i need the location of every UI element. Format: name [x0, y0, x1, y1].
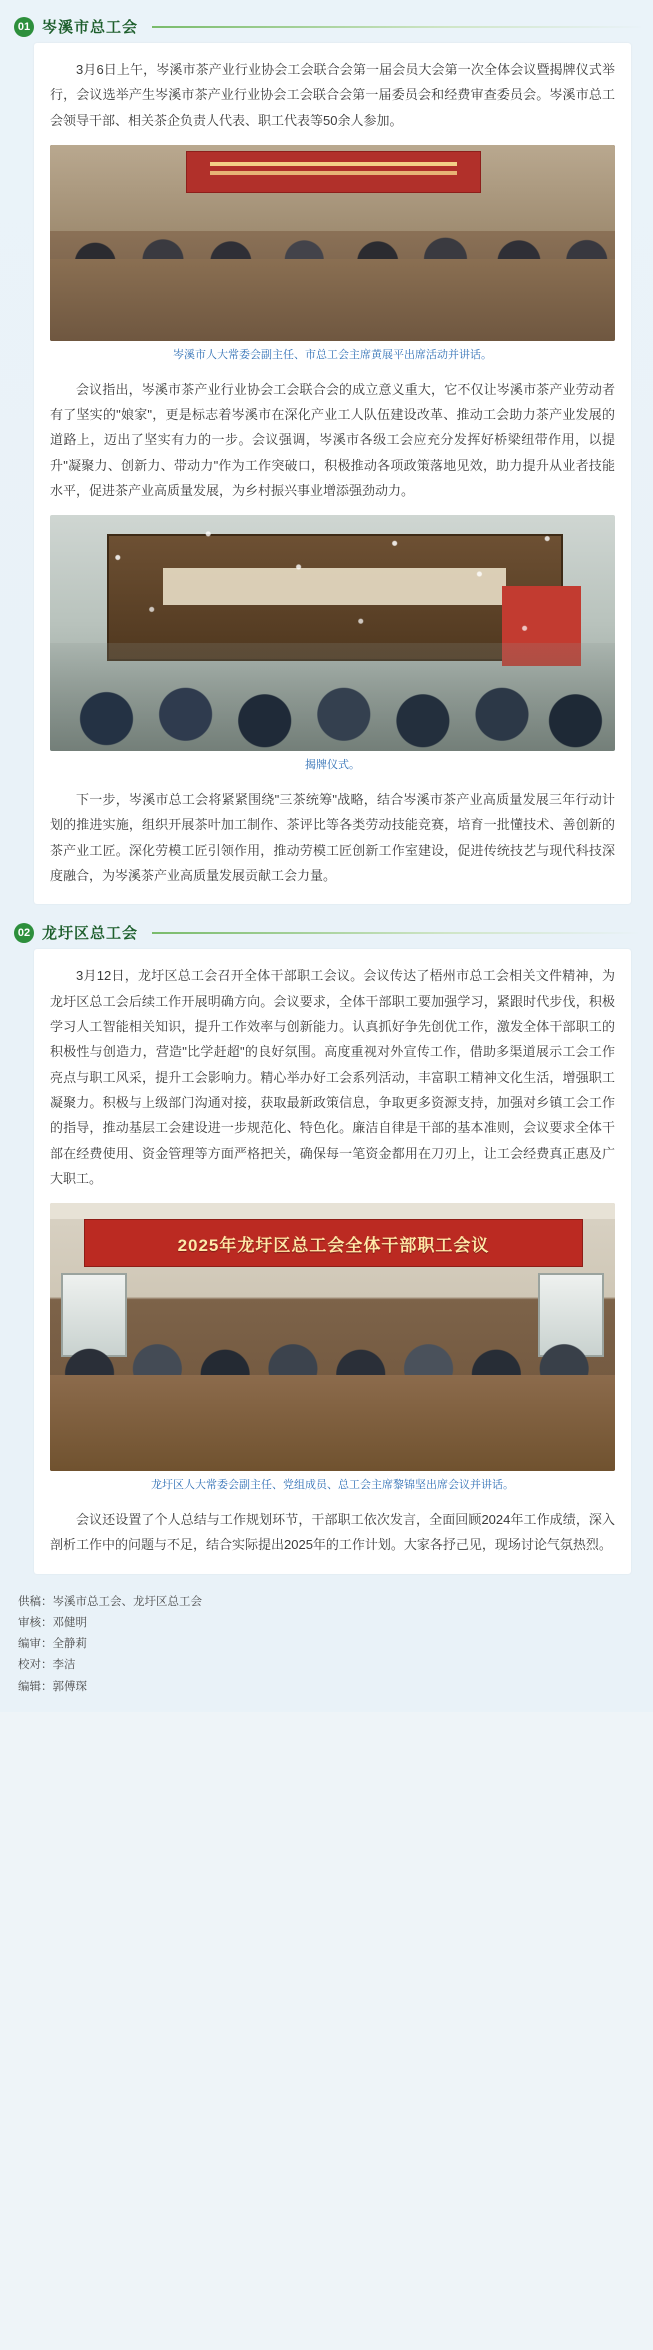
credit-line: 供稿：岑溪市总工会、龙圩区总工会 — [18, 1595, 202, 1608]
photo-confetti — [50, 515, 615, 751]
credits-block — [18, 1592, 637, 1698]
meeting-photo — [50, 145, 615, 341]
figure-meeting — [50, 145, 615, 365]
figure-caption: 岑溪市人大常委会副主任、市总工会主席黄展平出席活动并讲话。 — [173, 349, 492, 362]
header-divider — [152, 932, 641, 934]
section-title: 岑溪市总工会 — [42, 19, 139, 36]
section-number-badge: 02 — [14, 923, 34, 943]
photo-table — [50, 1375, 615, 1471]
paragraph: 3月6日上午，岑溪市茶产业行业协会工会联合会第一届会员大会第一次全体会议暨揭牌仪式举行，会议选举产生岑溪市茶产业行业协会工会联合会第一届委员会和经费审查委员会。岑溪市总工会领导干部、相关茶企负责人代表、职工代表等50余人参加。 — [50, 62, 615, 128]
header-divider — [152, 26, 641, 28]
figure-caption: 揭牌仪式。 — [305, 759, 360, 772]
section-header-1 — [14, 16, 641, 37]
paragraph: 3月12日，龙圩区总工会召开全体干部职工会议。会议传达了梧州市总工会相关文件精神，为龙圩区总工会后续工作开展明确方向。会议要求，全体干部职工要加强学习，紧跟时代步伐，积极学习人工智能相关知识，提升工作效率与创新能力。认真抓好争先创优工作，激发全体干部职工的积极性与创造力，营造"比学赶超"的良好氛围。高度重视对外宣传工作，借助多渠道展示工会工作亮点与职工风采，提升工会影响力。精心举办好工会系列活动，丰富职工精神文化生活，增强职工凝聚力。积极与上级部门沟通对接，获取最新政策信息，争取更多资源支持，加强对乡镇工会工作的指导，推动基层工会建设进一步规范化、特色化。廉洁自律是干部的基本准则，会议要求全体干部在经费使用、资金管理等方面严格把关，确保每一笔资金都用在刀刃上，让工会经费真正惠及广大职工。 — [50, 968, 615, 1187]
photo-red-banner — [186, 151, 482, 193]
credit-line: 编辑：郭傅琛 — [18, 1680, 87, 1693]
section-card-1 — [34, 43, 631, 904]
credit-line: 审核：邓健明 — [18, 1616, 87, 1629]
section-header-2 — [14, 922, 641, 943]
figure-ceremony — [50, 515, 615, 775]
ceremony-photo — [50, 515, 615, 751]
conference-photo — [50, 1203, 615, 1471]
paragraph: 会议指出，岑溪市茶产业行业协会工会联合会的成立意义重大，它不仅让岑溪市茶产业劳动者有了坚实的"娘家"，更是标志着岑溪市在深化产业工人队伍建设改革、推动工会助力茶产业发展的道路上，迈出了坚实有力的一步。会议强调，岑溪市各级工会应充分发挥好桥梁纽带作用，以提升"凝聚力、创新力、带动力"作为工作突破口，积极推动各项政策落地见效，助力提升从业者技能水平，促进茶产业高质量发展，为乡村振兴事业增添强劲动力。 — [50, 381, 615, 498]
credit-line: 编审：全静莉 — [18, 1638, 87, 1651]
section-title: 龙圩区总工会 — [42, 925, 139, 943]
figure-conference — [50, 1203, 615, 1495]
section-card-2 — [34, 949, 631, 1573]
paragraph: 下一步，岑溪市总工会将紧紧围绕"三茶统筹"战略，结合岑溪市茶产业高质量发展三年行动计划的推进实施，组织开展茶叶加工制作、茶评比等各类劳动技能竞赛，培育一批懂技术、善创新的茶产业工匠。深化劳模工匠引领作用，推动劳模工匠创新工作室建设，促进传统技艺与现代科技深度融合，为岑溪茶产业高质量发展贡献工会力量。 — [50, 791, 615, 883]
credit-line: 校对：李洁 — [18, 1659, 76, 1672]
section-number-badge: 01 — [14, 17, 34, 37]
figure-caption: 龙圩区人大常委会副主任、党组成员、总工会主席黎锦坚出席会议并讲话。 — [151, 1479, 514, 1492]
paragraph: 会议还设置了个人总结与工作规划环节，干部职工依次发言，全面回顾2024年工作成绩，深入剖析工作中的问题与不足，结合实际提出2025年的工作计划。大家各抒己见，现场讨论气氛热烈。 — [50, 1512, 615, 1553]
photo-conference-table — [50, 259, 615, 341]
photo-banner-text: 2025年龙圩区总工会全体干部职工会议 — [84, 1219, 583, 1267]
photo-ceiling — [50, 1203, 615, 1219]
